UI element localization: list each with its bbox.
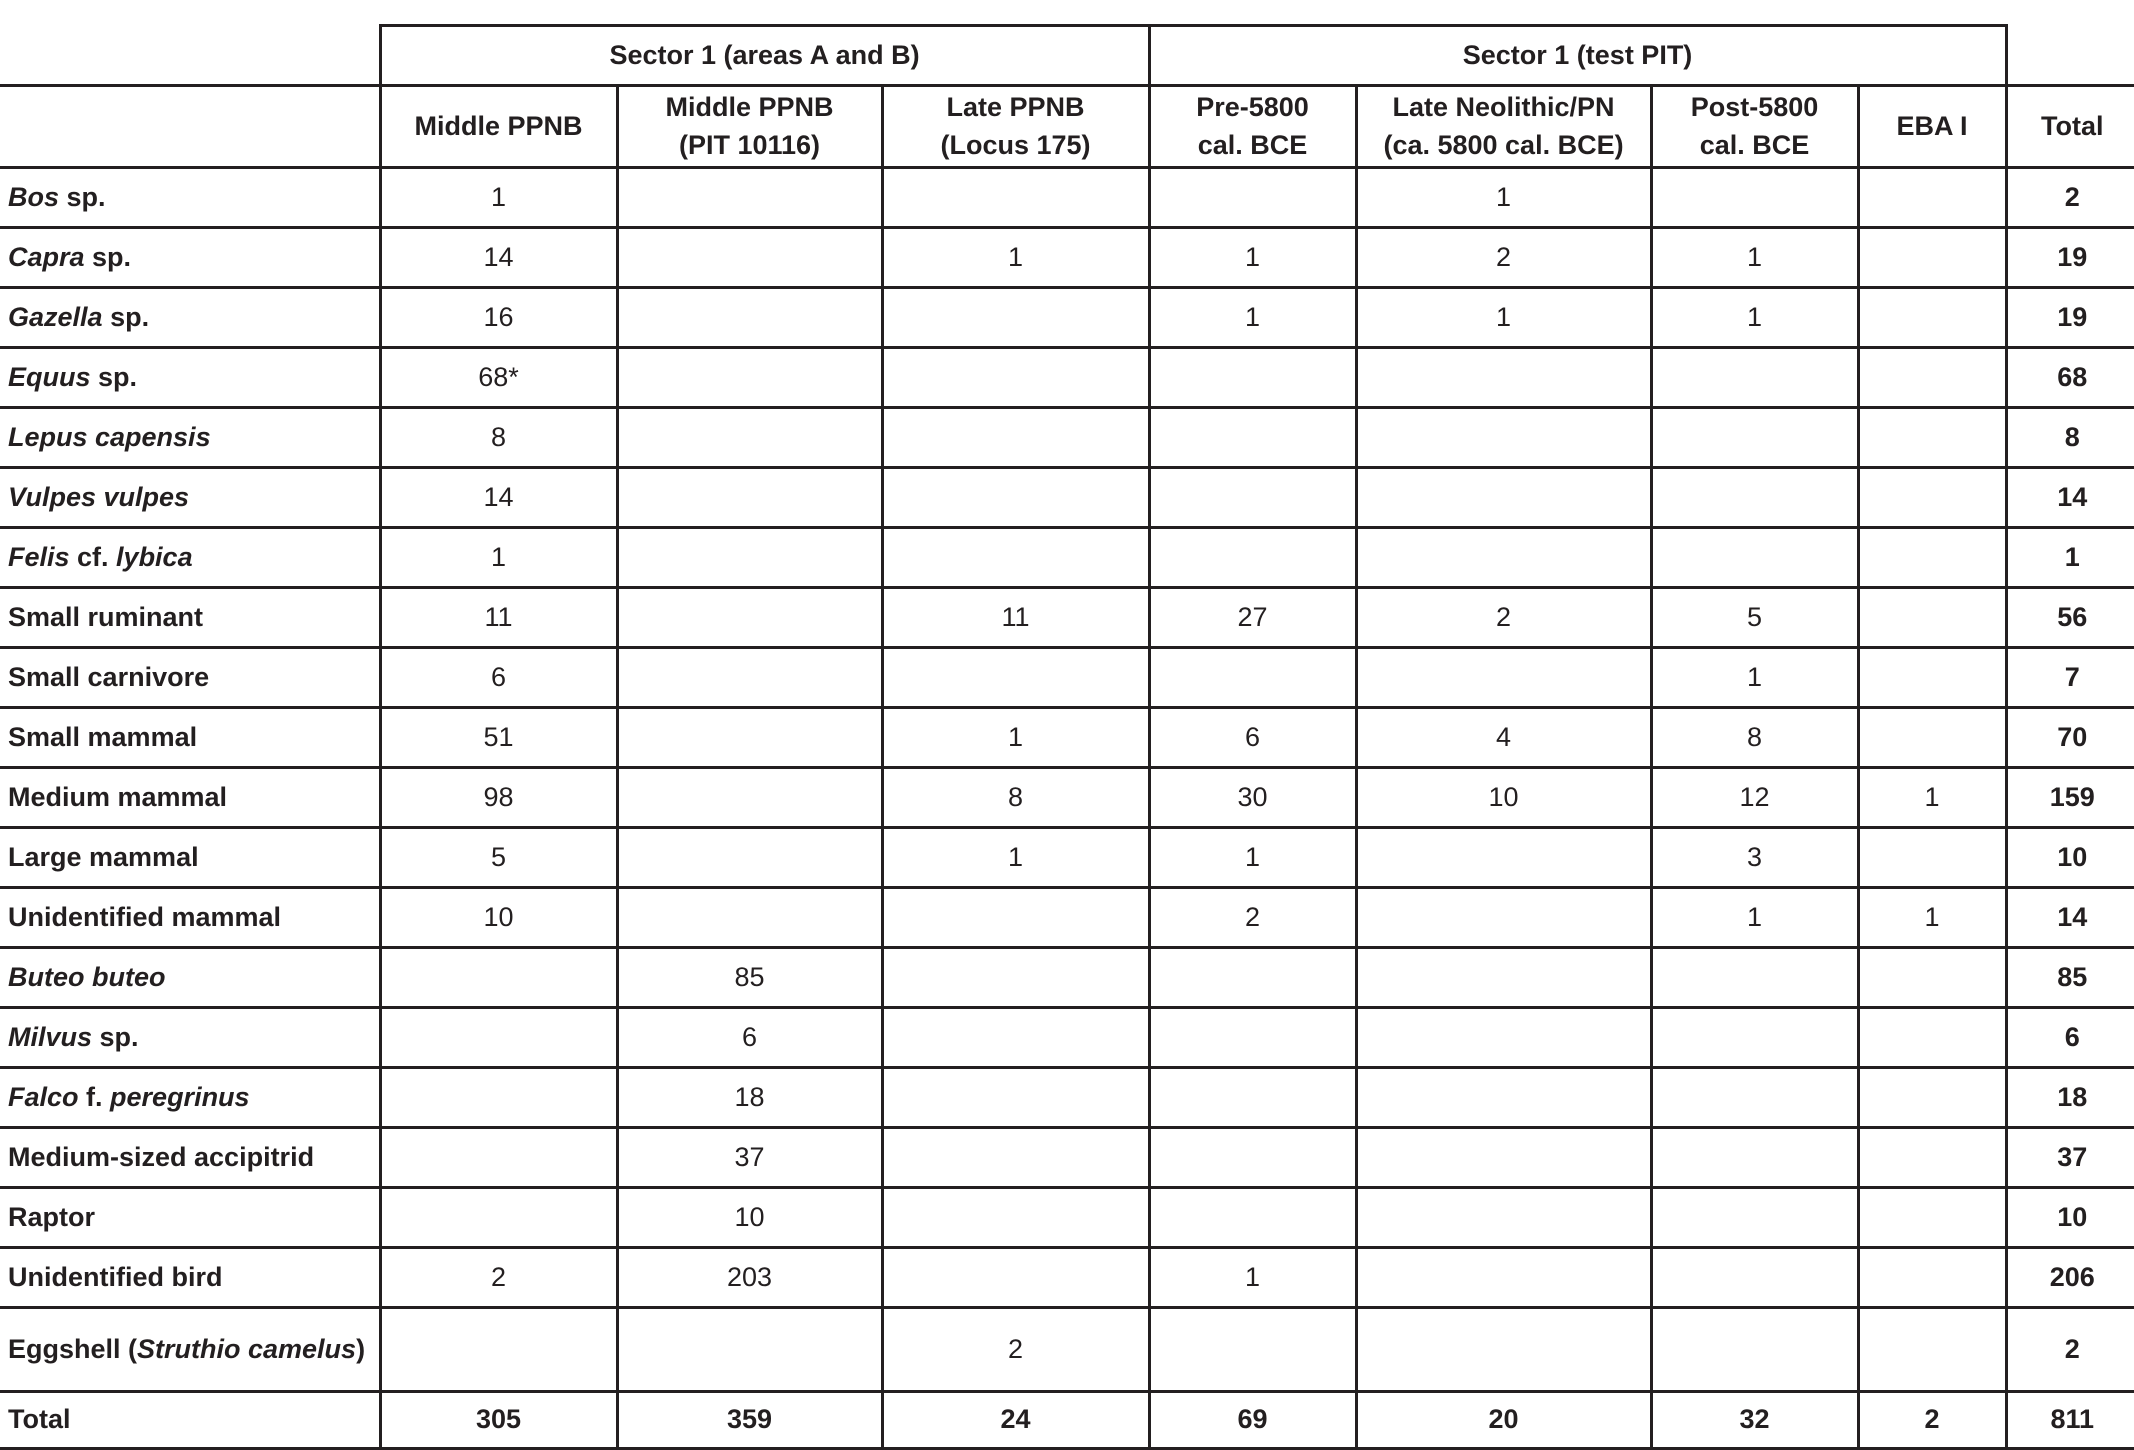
value-cell: 1 — [1149, 828, 1356, 888]
value-cell — [1149, 948, 1356, 1008]
value-cell — [1858, 1128, 2006, 1188]
column-header — [1858, 86, 2006, 168]
row-label-part: Small carnivore — [8, 661, 210, 692]
group-header-row — [0, 26, 2134, 86]
value-cell: 1 — [1149, 1248, 1356, 1308]
table-row — [0, 708, 2134, 768]
value-cell: 3 — [1651, 828, 1858, 888]
value-cell — [1858, 588, 2006, 648]
row-total-cell: 159 — [2006, 768, 2134, 828]
row-label — [0, 948, 380, 1008]
value-cell — [617, 528, 882, 588]
value-cell — [882, 288, 1149, 348]
value-cell: 14 — [380, 468, 617, 528]
value-cell — [1858, 288, 2006, 348]
row-label-part: sp. — [102, 301, 150, 332]
value-cell — [617, 828, 882, 888]
column-header-line: (ca. 5800 cal. BCE) — [1383, 129, 1624, 160]
row-label-part: cf. — [69, 541, 117, 572]
column-header — [1651, 86, 1858, 168]
group-header-sector-ab: Sector 1 (areas A and B) — [380, 26, 1149, 86]
value-cell: 1 — [1858, 888, 2006, 948]
value-cell: 2 — [1356, 228, 1651, 288]
value-cell — [1149, 1188, 1356, 1248]
column-header-line: cal. BCE — [1197, 129, 1308, 160]
value-cell — [1858, 1008, 2006, 1068]
value-cell: 1 — [882, 828, 1149, 888]
value-cell — [1651, 1008, 1858, 1068]
value-cell: 16 — [380, 288, 617, 348]
value-cell — [1149, 408, 1356, 468]
value-cell — [1356, 648, 1651, 708]
group-header-test-pit: Sector 1 (test PIT) — [1149, 26, 2006, 86]
table-row — [0, 1128, 2134, 1188]
value-cell: 1 — [380, 528, 617, 588]
value-cell: 1 — [1651, 288, 1858, 348]
value-cell — [882, 168, 1149, 228]
value-cell — [1149, 648, 1356, 708]
value-cell — [1858, 1068, 2006, 1128]
value-cell — [1651, 408, 1858, 468]
table-row — [0, 468, 2134, 528]
value-cell — [1356, 408, 1651, 468]
value-cell — [1356, 348, 1651, 408]
value-cell — [1356, 468, 1651, 528]
value-cell: 1 — [882, 228, 1149, 288]
value-cell — [882, 888, 1149, 948]
row-label-part: Eggshell ( — [8, 1333, 138, 1364]
row-label-part: Felis — [8, 541, 70, 572]
value-cell: 8 — [380, 408, 617, 468]
value-cell — [617, 348, 882, 408]
column-header-line: Total — [2041, 110, 2104, 141]
row-total-cell: 206 — [2006, 1248, 2134, 1308]
value-cell: 203 — [617, 1248, 882, 1308]
row-total-cell: 37 — [2006, 1128, 2134, 1188]
value-cell — [1149, 1308, 1356, 1392]
value-cell — [617, 408, 882, 468]
column-header — [380, 86, 617, 168]
table-row — [0, 288, 2134, 348]
table-row — [0, 648, 2134, 708]
row-total-cell: 70 — [2006, 708, 2134, 768]
row-label — [0, 828, 380, 888]
value-cell — [1858, 1248, 2006, 1308]
value-cell — [380, 1188, 617, 1248]
value-cell: 1 — [1356, 168, 1651, 228]
column-header-line: cal. BCE — [1699, 129, 1810, 160]
table-row — [0, 1008, 2134, 1068]
value-cell — [617, 288, 882, 348]
row-total-cell: 68 — [2006, 348, 2134, 408]
row-label-part: Large mammal — [8, 841, 199, 872]
value-cell — [1149, 468, 1356, 528]
column-total-cell: 2 — [1858, 1392, 2006, 1449]
value-cell — [1356, 948, 1651, 1008]
column-header — [1149, 86, 1356, 168]
value-cell — [617, 648, 882, 708]
value-cell: 37 — [617, 1128, 882, 1188]
value-cell: 2 — [1356, 588, 1651, 648]
row-label — [0, 888, 380, 948]
row-label — [0, 408, 380, 468]
value-cell — [882, 528, 1149, 588]
row-label-part: Raptor — [8, 1201, 95, 1232]
column-header — [617, 86, 882, 168]
value-cell — [617, 888, 882, 948]
value-cell — [1651, 348, 1858, 408]
column-header-line: Pre-5800 — [1196, 91, 1309, 122]
row-total-cell: 7 — [2006, 648, 2134, 708]
table-row — [0, 408, 2134, 468]
value-cell — [1651, 948, 1858, 1008]
value-cell: 2 — [882, 1308, 1149, 1392]
value-cell — [1858, 228, 2006, 288]
value-cell — [1858, 468, 2006, 528]
value-cell — [1651, 1188, 1858, 1248]
column-header-row — [0, 86, 2134, 168]
value-cell — [1651, 168, 1858, 228]
value-cell — [617, 468, 882, 528]
value-cell — [1651, 1068, 1858, 1128]
column-header — [1356, 86, 1651, 168]
value-cell — [1651, 468, 1858, 528]
value-cell: 1 — [1651, 888, 1858, 948]
row-total-cell: 18 — [2006, 1068, 2134, 1128]
total-row — [0, 1392, 2134, 1449]
value-cell — [1356, 1188, 1651, 1248]
row-label — [0, 168, 380, 228]
value-cell — [617, 588, 882, 648]
row-label — [0, 1068, 380, 1128]
value-cell — [1858, 1188, 2006, 1248]
row-total-cell: 8 — [2006, 408, 2134, 468]
value-cell — [1858, 168, 2006, 228]
table-row — [0, 828, 2134, 888]
column-total-cell: 24 — [882, 1392, 1149, 1449]
value-cell — [617, 1308, 882, 1392]
row-label-part: sp. — [59, 181, 106, 212]
row-total-cell: 10 — [2006, 828, 2134, 888]
row-label-part: Medium mammal — [8, 781, 228, 812]
table-row — [0, 768, 2134, 828]
value-cell — [1149, 1068, 1356, 1128]
table-row — [0, 1308, 2134, 1392]
row-label-part: ) — [356, 1333, 366, 1364]
value-cell: 1 — [882, 708, 1149, 768]
row-label-part: Struthio camelus — [137, 1333, 357, 1364]
value-cell — [1149, 1128, 1356, 1188]
value-cell — [882, 1068, 1149, 1128]
row-total-cell: 19 — [2006, 288, 2134, 348]
value-cell — [617, 228, 882, 288]
value-cell: 1 — [1149, 288, 1356, 348]
corner-cell — [0, 26, 380, 86]
value-cell — [1651, 1308, 1858, 1392]
value-cell — [1356, 1128, 1651, 1188]
row-label-part: Gazella — [8, 301, 103, 332]
value-cell — [380, 1068, 617, 1128]
row-label-part: sp. — [90, 361, 138, 392]
value-cell: 5 — [380, 828, 617, 888]
value-cell: 68* — [380, 348, 617, 408]
value-cell — [882, 408, 1149, 468]
value-cell: 1 — [380, 168, 617, 228]
table-row — [0, 1068, 2134, 1128]
table-row — [0, 588, 2134, 648]
value-cell — [617, 168, 882, 228]
value-cell: 14 — [380, 228, 617, 288]
row-label — [0, 348, 380, 408]
value-cell — [1858, 408, 2006, 468]
row-label — [0, 1308, 380, 1392]
value-cell: 51 — [380, 708, 617, 768]
row-label — [0, 768, 380, 828]
value-cell — [1356, 1308, 1651, 1392]
table-row — [0, 888, 2134, 948]
value-cell — [617, 708, 882, 768]
row-total-cell: 6 — [2006, 1008, 2134, 1068]
row-label-part: Buteo buteo — [8, 961, 166, 992]
row-label-part: lybica — [116, 541, 193, 572]
value-cell — [1356, 828, 1651, 888]
row-label — [0, 1248, 380, 1308]
table-row — [0, 1248, 2134, 1308]
column-header-line: Middle PPNB — [665, 91, 834, 122]
column-header-line: Late PPNB — [946, 91, 1085, 122]
value-cell: 10 — [1356, 768, 1651, 828]
value-cell: 6 — [380, 648, 617, 708]
value-cell — [1651, 528, 1858, 588]
row-label-part: Vulpes vulpes — [8, 481, 190, 512]
column-total-cell: 305 — [380, 1392, 617, 1449]
value-cell — [1858, 528, 2006, 588]
value-cell — [1356, 528, 1651, 588]
value-cell: 1 — [1356, 288, 1651, 348]
row-label-part: Milvus — [8, 1021, 93, 1052]
value-cell: 1 — [1858, 768, 2006, 828]
value-cell: 85 — [617, 948, 882, 1008]
value-cell: 10 — [617, 1188, 882, 1248]
row-total-cell: 19 — [2006, 228, 2134, 288]
value-cell — [1149, 168, 1356, 228]
value-cell: 8 — [1651, 708, 1858, 768]
total-row-label: Total — [0, 1392, 380, 1449]
row-label-part: Medium-sized accipitrid — [8, 1141, 315, 1172]
value-cell: 1 — [1651, 648, 1858, 708]
row-label-part: f. — [78, 1081, 111, 1112]
value-cell — [1651, 1128, 1858, 1188]
column-header-line: (Locus 175) — [940, 129, 1091, 160]
row-total-cell: 85 — [2006, 948, 2134, 1008]
value-cell — [617, 768, 882, 828]
row-label — [0, 468, 380, 528]
table-row — [0, 168, 2134, 228]
row-total-cell: 14 — [2006, 468, 2134, 528]
row-label-part: Unidentified mammal — [8, 901, 282, 932]
column-header — [882, 86, 1149, 168]
table-row — [0, 348, 2134, 408]
value-cell: 10 — [380, 888, 617, 948]
row-total-cell: 10 — [2006, 1188, 2134, 1248]
value-cell — [882, 1128, 1149, 1188]
value-cell: 2 — [380, 1248, 617, 1308]
row-label-part: peregrinus — [110, 1081, 250, 1112]
row-label-part: Falco — [8, 1081, 79, 1112]
row-label-part: Lepus capensis — [8, 421, 211, 452]
table-row — [0, 528, 2134, 588]
row-label-part: sp. — [84, 241, 132, 272]
value-cell: 30 — [1149, 768, 1356, 828]
value-cell: 1 — [1651, 228, 1858, 288]
row-label — [0, 1128, 380, 1188]
row-label-part: Bos — [8, 181, 60, 212]
value-cell — [1356, 888, 1651, 948]
column-total-cell: 811 — [2006, 1392, 2134, 1449]
value-cell — [1858, 948, 2006, 1008]
column-header-line: EBA I — [1896, 110, 1968, 141]
value-cell — [1858, 828, 2006, 888]
value-cell — [380, 948, 617, 1008]
column-total-cell: 32 — [1651, 1392, 1858, 1449]
row-label-part: Small ruminant — [8, 601, 204, 632]
column-header-line: Middle PPNB — [414, 110, 583, 141]
value-cell — [882, 948, 1149, 1008]
value-cell — [882, 348, 1149, 408]
value-cell — [380, 1008, 617, 1068]
value-cell: 8 — [882, 768, 1149, 828]
row-label — [0, 1008, 380, 1068]
row-label — [0, 528, 380, 588]
value-cell — [380, 1128, 617, 1188]
corner-cell — [0, 86, 380, 168]
value-cell: 1 — [1149, 228, 1356, 288]
value-cell: 2 — [1149, 888, 1356, 948]
value-cell — [1858, 348, 2006, 408]
row-label — [0, 708, 380, 768]
table-row — [0, 948, 2134, 1008]
value-cell: 11 — [380, 588, 617, 648]
value-cell — [882, 648, 1149, 708]
value-cell — [1858, 708, 2006, 768]
value-cell — [1356, 1068, 1651, 1128]
table-row — [0, 228, 2134, 288]
row-total-cell: 14 — [2006, 888, 2134, 948]
value-cell — [1651, 1248, 1858, 1308]
value-cell — [1149, 348, 1356, 408]
row-label — [0, 288, 380, 348]
column-total-cell: 69 — [1149, 1392, 1356, 1449]
row-label-part: Unidentified bird — [8, 1261, 223, 1292]
value-cell — [882, 1188, 1149, 1248]
row-label — [0, 228, 380, 288]
value-cell — [380, 1308, 617, 1392]
row-label — [0, 1188, 380, 1248]
value-cell: 27 — [1149, 588, 1356, 648]
row-label-part: Capra — [8, 241, 85, 272]
column-header-line: (PIT 10116) — [678, 129, 821, 160]
value-cell — [1858, 648, 2006, 708]
row-total-cell: 2 — [2006, 168, 2134, 228]
value-cell: 12 — [1651, 768, 1858, 828]
column-header-line: Late Neolithic/PN — [1392, 91, 1615, 122]
value-cell — [1356, 1248, 1651, 1308]
value-cell — [882, 1008, 1149, 1068]
value-cell: 11 — [882, 588, 1149, 648]
column-header — [2006, 86, 2134, 168]
column-header-line: Post-5800 — [1690, 91, 1819, 122]
row-label — [0, 588, 380, 648]
value-cell: 6 — [617, 1008, 882, 1068]
row-label — [0, 648, 380, 708]
value-cell: 6 — [1149, 708, 1356, 768]
value-cell — [1356, 1008, 1651, 1068]
row-label-part: sp. — [92, 1021, 139, 1052]
fauna-count-table — [0, 24, 2134, 1450]
row-total-cell: 2 — [2006, 1308, 2134, 1392]
row-label-part: Small mammal — [8, 721, 198, 752]
value-cell — [1149, 528, 1356, 588]
value-cell — [882, 1248, 1149, 1308]
value-cell — [1149, 1008, 1356, 1068]
corner-cell-right — [2006, 26, 2134, 86]
column-total-cell: 359 — [617, 1392, 882, 1449]
value-cell — [1858, 1308, 2006, 1392]
value-cell: 18 — [617, 1068, 882, 1128]
value-cell — [882, 468, 1149, 528]
value-cell: 98 — [380, 768, 617, 828]
value-cell: 4 — [1356, 708, 1651, 768]
table-row — [0, 1188, 2134, 1248]
value-cell: 5 — [1651, 588, 1858, 648]
column-total-cell: 20 — [1356, 1392, 1651, 1449]
row-label-part: Equus — [8, 361, 91, 392]
row-total-cell: 56 — [2006, 588, 2134, 648]
row-total-cell: 1 — [2006, 528, 2134, 588]
